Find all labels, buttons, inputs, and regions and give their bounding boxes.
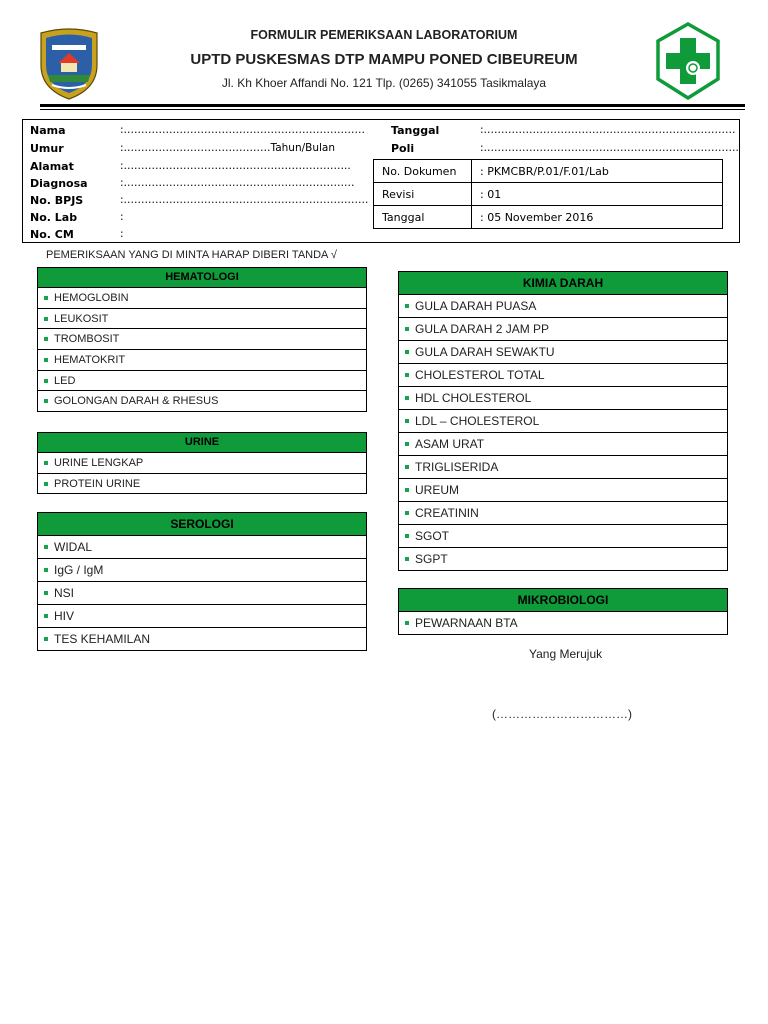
doc-number-label: No. Dokumen bbox=[374, 160, 472, 183]
cm-label: No. CM bbox=[30, 228, 74, 241]
form-title: FORMULIR PEMERIKSAAN LABORATORIUM bbox=[250, 28, 518, 42]
item-label: HEMOGLOBIN bbox=[54, 291, 129, 304]
bullet-icon bbox=[405, 327, 409, 331]
item-label: SGPT bbox=[415, 552, 448, 566]
table-row bbox=[374, 160, 723, 183]
bpjs-field[interactable]: :……………………………………………………………. bbox=[120, 194, 369, 206]
item-label: LEUKOSIT bbox=[54, 312, 109, 325]
bullet-icon bbox=[405, 396, 409, 400]
poli-label: Poli bbox=[391, 142, 415, 155]
kimia-darah-section bbox=[398, 271, 728, 571]
bullet-icon bbox=[44, 317, 48, 321]
item-label: CHOLESTEROL TOTAL bbox=[415, 368, 545, 382]
tanggal-label: Tanggal bbox=[391, 124, 440, 137]
bullet-icon bbox=[405, 534, 409, 538]
section-title: MIKROBIOLOGI bbox=[399, 589, 727, 612]
doc-date-label: Tanggal bbox=[374, 206, 472, 229]
bullet-icon bbox=[44, 591, 48, 595]
poli-field[interactable]: :………………………………………………………………. bbox=[480, 142, 739, 154]
institution-address: Jl. Kh Khoer Affandi No. 121 Tlp. (0265) 341055 Tasikmalaya bbox=[221, 76, 547, 90]
lab-field[interactable]: : bbox=[120, 211, 124, 223]
item-label: TROMBOSIT bbox=[54, 333, 120, 346]
bullet-icon bbox=[44, 379, 48, 383]
serologi-section bbox=[37, 512, 367, 651]
bullet-icon bbox=[44, 637, 48, 641]
list-item[interactable] bbox=[38, 536, 366, 559]
list-item[interactable] bbox=[38, 329, 366, 350]
list-item[interactable] bbox=[399, 479, 727, 502]
list-item[interactable] bbox=[38, 453, 366, 474]
item-label: HDL CHOLESTEROL bbox=[415, 391, 532, 405]
item-label: URINE LENGKAP bbox=[54, 456, 144, 469]
bullet-icon bbox=[405, 557, 409, 561]
hematologi-section bbox=[37, 267, 367, 412]
bullet-icon bbox=[405, 465, 409, 469]
bullet-icon bbox=[405, 621, 409, 625]
list-item[interactable] bbox=[399, 410, 727, 433]
list-item[interactable] bbox=[38, 582, 366, 605]
bullet-icon bbox=[405, 419, 409, 423]
bullet-icon bbox=[405, 488, 409, 492]
doc-number-value: : PKMCBR/P.01/F.01/Lab bbox=[472, 160, 723, 183]
item-label: PROTEIN URINE bbox=[54, 477, 141, 490]
list-item[interactable] bbox=[38, 288, 366, 309]
bpjs-label: No. BPJS bbox=[30, 194, 84, 207]
diagnosa-label: Diagnosa bbox=[30, 177, 88, 190]
list-item[interactable] bbox=[399, 456, 727, 479]
list-item[interactable] bbox=[399, 502, 727, 525]
bullet-icon bbox=[44, 482, 48, 486]
bullet-icon bbox=[405, 373, 409, 377]
list-item[interactable] bbox=[399, 612, 727, 635]
tanggal-field[interactable]: :……………………………………………………………… bbox=[480, 124, 736, 136]
item-label: GOLONGAN DARAH & RHESUS bbox=[54, 395, 219, 408]
bullet-icon bbox=[44, 358, 48, 362]
list-item[interactable] bbox=[38, 628, 366, 651]
list-item[interactable] bbox=[399, 387, 727, 410]
referrer-label: Yang Merujuk bbox=[529, 647, 603, 661]
bullet-icon bbox=[44, 614, 48, 618]
table-row bbox=[374, 206, 723, 229]
bullet-icon bbox=[44, 568, 48, 572]
lab-label: No. Lab bbox=[30, 211, 78, 224]
list-item[interactable] bbox=[399, 433, 727, 456]
revision-value: : 01 bbox=[472, 183, 723, 206]
table-row bbox=[374, 183, 723, 206]
list-item[interactable] bbox=[399, 295, 727, 318]
header-divider-thick bbox=[40, 104, 745, 107]
list-item[interactable] bbox=[38, 474, 366, 495]
institution-name: UPTD PUSKESMAS DTP MAMPU PONED CIBEUREUM bbox=[190, 51, 578, 68]
bullet-icon bbox=[405, 350, 409, 354]
item-label: LED bbox=[54, 374, 76, 387]
item-label: GULA DARAH SEWAKTU bbox=[415, 345, 555, 359]
section-title: URINE bbox=[38, 433, 366, 453]
item-label: HEMATOKRIT bbox=[54, 353, 126, 366]
list-item[interactable] bbox=[38, 309, 366, 330]
list-item[interactable] bbox=[38, 350, 366, 371]
alamat-label: Alamat bbox=[30, 160, 74, 173]
list-item[interactable] bbox=[38, 371, 366, 392]
umur-label: Umur bbox=[30, 142, 64, 155]
item-label: TRIGLISERIDA bbox=[415, 460, 499, 474]
item-label: PEWARNAAN BTA bbox=[415, 616, 518, 630]
item-label: LDL – CHOLESTEROL bbox=[415, 414, 540, 428]
bullet-icon bbox=[44, 296, 48, 300]
list-item[interactable] bbox=[399, 525, 727, 548]
item-label: SGOT bbox=[415, 529, 450, 543]
list-item[interactable] bbox=[399, 548, 727, 571]
umur-field[interactable]: :……………………………………Tahun/Bulan bbox=[120, 142, 336, 154]
nama-field[interactable]: :…………………………………………………………… bbox=[120, 124, 366, 136]
item-label: TES KEHAMILAN bbox=[54, 632, 151, 646]
bullet-icon bbox=[44, 461, 48, 465]
bullet-icon bbox=[405, 511, 409, 515]
list-item[interactable] bbox=[399, 364, 727, 387]
cm-field[interactable]: : bbox=[120, 228, 124, 240]
item-label: CREATININ bbox=[415, 506, 479, 520]
item-label: IgG / IgM bbox=[54, 563, 104, 577]
bullet-icon bbox=[44, 399, 48, 403]
list-item[interactable] bbox=[38, 391, 366, 412]
list-item[interactable] bbox=[399, 318, 727, 341]
alamat-field[interactable]: :……………………………………………………….. bbox=[120, 160, 351, 172]
bullet-icon bbox=[405, 304, 409, 308]
item-label: WIDAL bbox=[54, 540, 93, 554]
document-control-table bbox=[373, 159, 723, 229]
referrer-signature-line[interactable]: (……………………………) bbox=[492, 707, 632, 721]
section-title: HEMATOLOGI bbox=[38, 268, 366, 288]
section-title: SEROLOGI bbox=[38, 513, 366, 536]
urine-section bbox=[37, 432, 367, 494]
diagnosa-field[interactable]: :………………………………………………………… bbox=[120, 177, 355, 189]
bullet-icon bbox=[44, 337, 48, 341]
item-label: GULA DARAH 2 JAM PP bbox=[415, 322, 550, 336]
bullet-icon bbox=[44, 545, 48, 549]
item-label: NSI bbox=[54, 586, 75, 600]
nama-label: Nama bbox=[30, 124, 66, 137]
item-label: GULA DARAH PUASA bbox=[415, 299, 537, 313]
item-label: HIV bbox=[54, 609, 75, 623]
mikrobiologi-section bbox=[398, 588, 728, 635]
list-item[interactable] bbox=[38, 559, 366, 582]
bullet-icon bbox=[405, 442, 409, 446]
revision-label: Revisi bbox=[374, 183, 472, 206]
instruction-text: PEMERIKSAAN YANG DI MINTA HARAP DIBERI TANDA √ bbox=[46, 249, 337, 261]
item-label: ASAM URAT bbox=[415, 437, 485, 451]
section-title: KIMIA DARAH bbox=[399, 272, 727, 295]
header-divider-thin bbox=[40, 109, 745, 110]
doc-date-value: : 05 November 2016 bbox=[472, 206, 723, 229]
item-label: UREUM bbox=[415, 483, 459, 497]
list-item[interactable] bbox=[399, 341, 727, 364]
list-item[interactable] bbox=[38, 605, 366, 628]
